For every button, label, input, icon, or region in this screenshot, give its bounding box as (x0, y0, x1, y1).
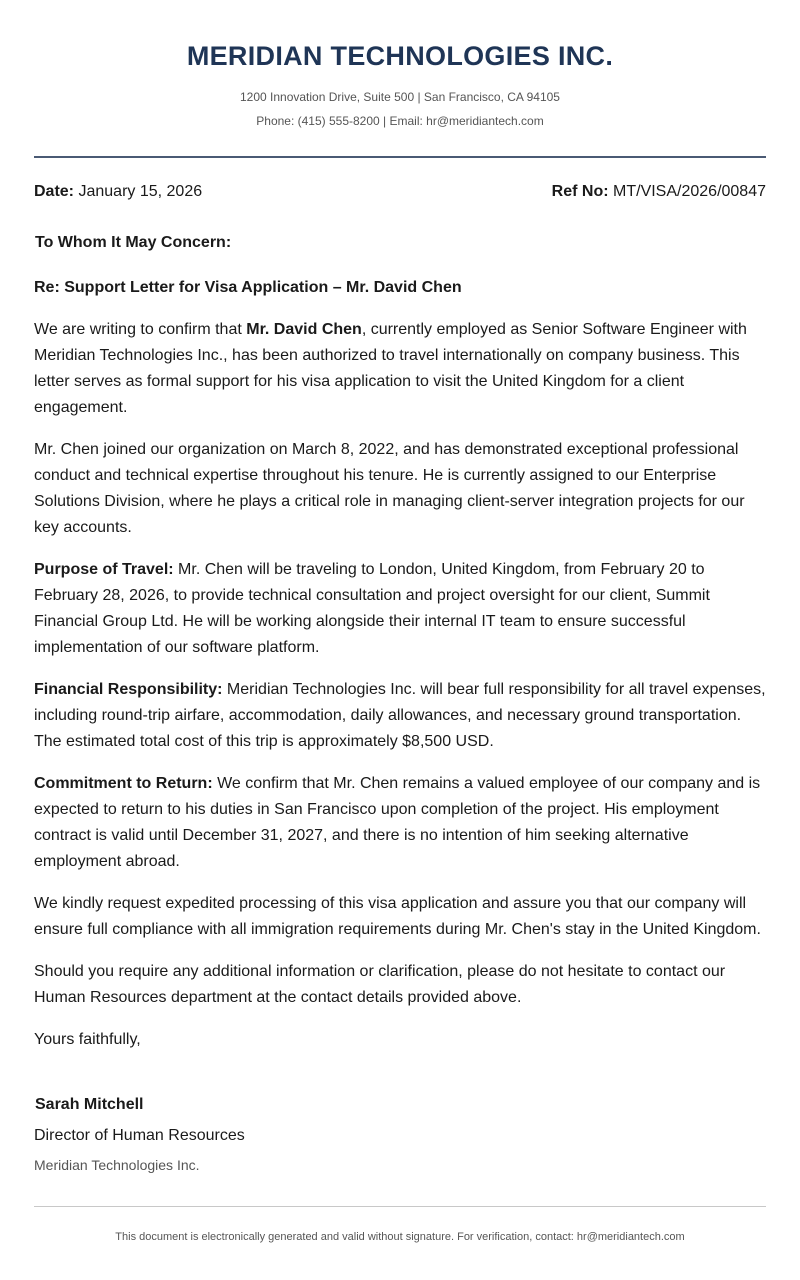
footer-note: This document is electronically generated and valid without signature. For verification, contact: hr@meridiantech.com (115, 1231, 685, 1243)
company-contact: Phone: (415) 555-8200 | Email: hr@meridiantech.com (256, 114, 544, 128)
company-address: 1200 Innovation Drive, Suite 500 | San Francisco, CA 94105 (240, 90, 560, 104)
financial-label: Financial Responsibility: (34, 681, 223, 698)
date-value: January 15, 2026 (78, 183, 203, 200)
closing: Yours faithfully, (34, 1031, 141, 1048)
return-label: Commitment to Return: (34, 775, 213, 792)
header-divider (34, 156, 766, 158)
signatory-company: Meridian Technologies Inc. (34, 1157, 200, 1173)
ref-line (552, 182, 766, 202)
paragraph-request: We kindly request expedited processing of this visa application and assure you that our company will ensure full compliance with all immigration requirements during Mr. Chen's stay in the United Kingdom. (34, 895, 761, 938)
purpose-label: Purpose of Travel: (34, 561, 174, 578)
date-line (34, 182, 202, 202)
p1-lead: We are writing to confirm that (34, 321, 247, 338)
subject-line: Re: Support Letter for Visa Application – Mr. David Chen (34, 279, 462, 296)
date-label: Date: (34, 183, 75, 200)
p1-rest: , currently employed as Senior Software Engineer with Meridian Technologies Inc., has been authorized to travel internationally on company business. This letter serves as formal support for his visa application to visit the United Kingdom for a client engagement. (34, 321, 747, 416)
financial-text: Meridian Technologies Inc. will bear full responsibility for all travel expenses, including round-trip airfare, accommodation, daily allowances, and necessary ground transportation. The estimated total cost of this trip is approximately $8,500 USD. (34, 681, 766, 750)
paragraph-purpose (34, 557, 770, 661)
salutation: To Whom It May Concern: (35, 234, 232, 251)
signatory-name: Sarah Mitchell (35, 1096, 144, 1113)
letterhead (0, 0, 800, 133)
letter-meta (34, 182, 766, 202)
employee-name: Mr. David Chen (246, 321, 362, 338)
purpose-text: Mr. Chen will be traveling to London, United Kingdom, from February 20 to February 28, 2026, to provide technical consultation and project oversight for our client, Summit Financial Group Ltd. He will be working alongside their internal IT team to ensure successful implementation of our software platform. (34, 561, 710, 656)
signatory-title: Director of Human Resources (34, 1127, 245, 1144)
ref-value: MT/VISA/2026/00847 (613, 183, 766, 200)
paragraph-financial (34, 677, 770, 755)
paragraph-contact: Should you require any additional information or clarification, please do not hesitate to contact our Human Resources department at the contact details provided above. (34, 963, 726, 1006)
return-text: We confirm that Mr. Chen remains a valued employee of our company and is expected to return to his duties in San Francisco upon completion of the project. His employment contract is valid until December 31, 2027, and there is no intention of him seeking alternative employment abroad. (34, 775, 761, 870)
footer-divider (34, 1206, 766, 1207)
paragraph-return (34, 771, 770, 875)
letter-body (34, 317, 770, 1027)
paragraph-confirmation (34, 317, 770, 421)
ref-label: Ref No: (551, 183, 609, 200)
company-name: MERIDIAN TECHNOLOGIES INC. (186, 41, 614, 71)
paragraph-employment: Mr. Chen joined our organization on March 8, 2022, and has demonstrated exceptional professional conduct and technical expertise throughout his tenure. He is currently assigned to our Enterprise Solutions Division, where he plays a critical role in managing client-server integration projects for our key accounts. (34, 441, 745, 536)
